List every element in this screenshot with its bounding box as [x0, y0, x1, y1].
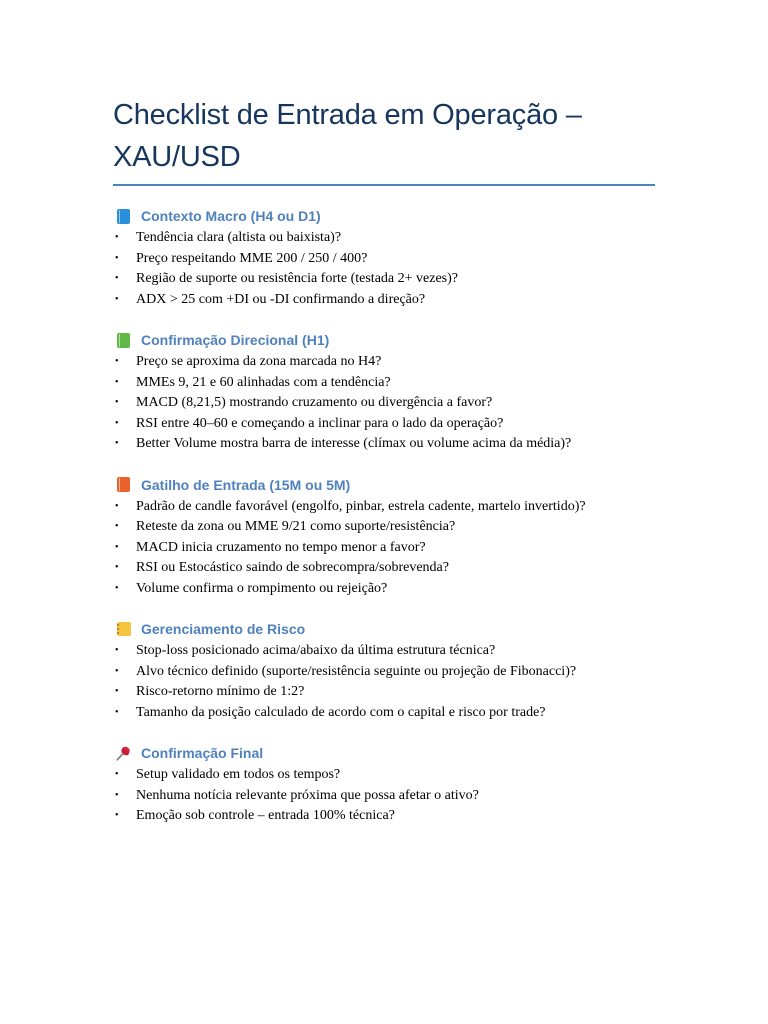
- section-contexto-macro: [113, 205, 658, 310]
- list-item-text: Volume confirma o rompimento ou rejeição?: [136, 580, 388, 596]
- bullet-icon: •: [115, 356, 119, 367]
- list-item-text: Emoção sob controle – entrada 100% técnica?: [136, 808, 395, 823]
- list-item: [113, 703, 658, 724]
- bullet-icon: •: [115, 789, 119, 801]
- list-item-text: Stop-loss posicionado acima/abaixo da última estrutura técnica?: [136, 643, 496, 658]
- list-item-text: ADX > 25 com +DI ou -DI confirmando a direção?: [136, 291, 426, 307]
- section-heading-text: Confirmação Final: [141, 745, 264, 761]
- title-line-2: XAU/USD: [113, 141, 241, 173]
- list-item-text: MMEs 9, 21 e 60 alinhadas com a tendência?: [136, 374, 391, 390]
- list-item-text: Tamanho da posição calculado de acordo com o capital e risco por trade?: [136, 704, 546, 720]
- section-heading: [113, 474, 658, 496]
- document-title: [113, 94, 658, 178]
- bullet-icon: •: [115, 665, 119, 677]
- blue-book-icon: [115, 208, 132, 225]
- bullet-icon: •: [115, 293, 119, 305]
- list-item: [113, 393, 658, 414]
- list-item: [113, 682, 658, 703]
- section-heading: [113, 742, 658, 764]
- section-confirmacao-final: [113, 742, 658, 827]
- list-item-text: Nenhuma notícia relevante próxima que possa afetar o ativo?: [136, 787, 479, 803]
- list-item-text: Padrão de candle favorável (engolfo, pinbar, estrela cadente, martelo invertido)?: [136, 498, 586, 514]
- list-item: [113, 786, 658, 807]
- list-item: [113, 517, 658, 538]
- bullet-icon: •: [115, 232, 119, 243]
- list-item-text: Preço se aproxima da zona marcada no H4?: [136, 354, 382, 369]
- list-item-text: RSI entre 40–60 e começando a inclinar para o lado da operação?: [136, 415, 504, 431]
- bullet-icon: •: [115, 769, 119, 780]
- list-item-text: Risco-retorno mínimo de 1:2?: [136, 684, 305, 699]
- list-item: [113, 641, 658, 662]
- checklist: [113, 228, 658, 310]
- ledger-icon: [115, 621, 132, 638]
- list-item: [113, 249, 658, 270]
- section-heading-text: Contexto Macro (H4 ou D1): [141, 208, 321, 224]
- list-item: [113, 497, 658, 518]
- list-item: [113, 290, 658, 311]
- list-item-text: Região de suporte ou resistência forte (testada 2+ vezes)?: [136, 271, 458, 286]
- list-item: [113, 228, 658, 249]
- bullet-icon: •: [115, 686, 119, 697]
- bullet-icon: •: [115, 645, 119, 656]
- bullet-icon: •: [115, 706, 119, 718]
- list-item: [113, 373, 658, 394]
- list-item: [113, 558, 658, 579]
- list-item: [113, 269, 658, 290]
- list-item: [113, 434, 658, 455]
- checklist: [113, 765, 658, 827]
- list-item: [113, 662, 658, 683]
- section-gatilho-de-entrada: [113, 474, 658, 600]
- section-heading-text: Confirmação Direcional (H1): [141, 332, 330, 348]
- list-item: [113, 765, 658, 786]
- list-item-text: Alvo técnico definido (suporte/resistência seguinte ou projeção de Fibonacci)?: [136, 663, 577, 679]
- list-item-text: Tendência clara (altista ou baixista)?: [136, 230, 342, 245]
- list-item-text: Better Volume mostra barra de interesse (clímax ou volume acima da média)?: [136, 436, 572, 451]
- section-heading-text: Gerenciamento de Risco: [141, 621, 306, 637]
- list-item-text: MACD inicia cruzamento no tempo menor a favor?: [136, 539, 426, 555]
- section-heading: [113, 618, 658, 640]
- list-item: [113, 352, 658, 373]
- list-item-text: Reteste da zona ou MME 9/21 como suporte/resistência?: [136, 519, 456, 534]
- list-item-text: Setup validado em todos os tempos?: [136, 767, 341, 782]
- checklist: [113, 641, 658, 723]
- list-item: [113, 579, 658, 600]
- section-heading-text: Gatilho de Entrada (15M ou 5M): [141, 476, 351, 493]
- bullet-icon: •: [115, 541, 119, 553]
- checklist: [113, 352, 658, 455]
- document-page: [113, 94, 658, 827]
- checklist: [113, 497, 658, 600]
- bullet-icon: •: [115, 810, 119, 821]
- bullet-icon: •: [115, 252, 119, 264]
- list-item-text: MACD (8,21,5) mostrando cruzamento ou divergência a favor?: [136, 395, 493, 410]
- list-item-text: RSI ou Estocástico saindo de sobrecompra/sobrevenda?: [136, 560, 449, 575]
- title-line-1: Checklist de Entrada em Operação –: [113, 99, 582, 131]
- bullet-icon: •: [115, 521, 119, 532]
- section-confirmacao-direcional: [113, 329, 658, 455]
- bullet-icon: •: [115, 562, 119, 573]
- section-heading: [113, 205, 658, 227]
- bullet-icon: •: [115, 582, 119, 594]
- bullet-icon: •: [115, 417, 119, 429]
- title-underline-divider: [113, 184, 655, 186]
- bullet-icon: •: [115, 397, 119, 408]
- list-item: [113, 414, 658, 435]
- section-heading: [113, 329, 658, 351]
- list-item: [113, 538, 658, 559]
- section-gerenciamento-de-risco: [113, 618, 658, 723]
- list-item: [113, 806, 658, 827]
- orange-book-icon: [115, 476, 132, 493]
- pushpin-icon: [115, 745, 132, 762]
- green-book-icon: [115, 332, 132, 349]
- bullet-icon: •: [115, 376, 119, 388]
- bullet-icon: •: [115, 500, 119, 512]
- bullet-icon: •: [115, 438, 119, 449]
- bullet-icon: •: [115, 273, 119, 284]
- list-item-text: Preço respeitando MME 200 / 250 / 400?: [136, 250, 368, 266]
